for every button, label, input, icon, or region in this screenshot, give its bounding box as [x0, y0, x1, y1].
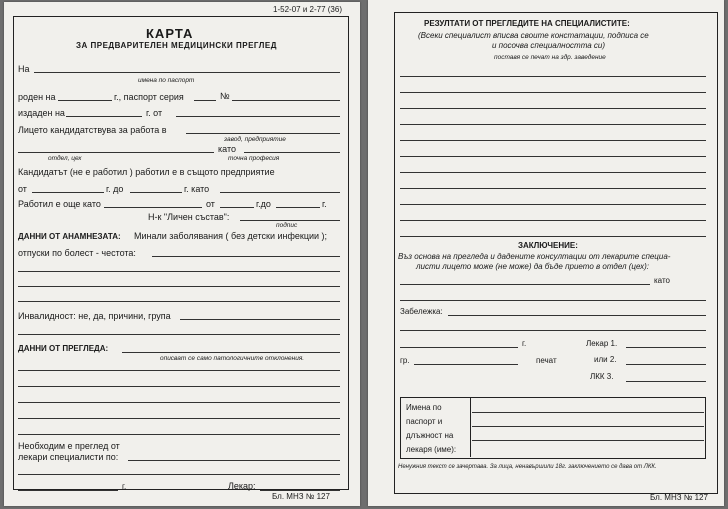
department-hint: отдел, цех — [48, 155, 82, 162]
birth-date-line[interactable] — [58, 100, 112, 101]
results-line-8[interactable] — [400, 188, 706, 189]
issued-date-line[interactable] — [66, 116, 142, 117]
doctor-1-line[interactable] — [626, 347, 706, 348]
position-line[interactable] — [220, 192, 340, 193]
anamnesis-heading: ДАННИ ОТ АНАМНЕЗАТА: — [18, 232, 121, 241]
exam-line-4[interactable] — [18, 418, 340, 419]
passport-series-line[interactable] — [194, 100, 216, 101]
names-line-2[interactable] — [472, 426, 704, 427]
doctor-2-line[interactable] — [626, 364, 706, 365]
to-date-label: г. до — [106, 184, 124, 194]
footer-year-label: г. — [122, 482, 127, 491]
signature-hint: подпис — [276, 222, 298, 229]
results-line-4[interactable] — [400, 124, 706, 125]
names-line-1[interactable] — [472, 412, 704, 413]
lkk-3-label: ЛКК 3. — [590, 372, 614, 381]
results-heading: РЕЗУЛТАТИ ОТ ПРЕГЛЕДИТЕ НА СПЕЦИАЛИСТИТЕ: — [424, 19, 630, 28]
lkk-3-line[interactable] — [626, 381, 706, 382]
note-line-1[interactable] — [448, 315, 706, 316]
also-from-label: от — [206, 199, 215, 209]
form-number: Бл. МНЗ № 127 — [272, 492, 330, 501]
results-line-3[interactable] — [400, 108, 706, 109]
form-code: 1-52-07 и 2-77 (36) — [273, 5, 342, 14]
exam-data-line[interactable] — [122, 352, 340, 353]
names-label-3: длъжност на — [406, 431, 454, 440]
results-line-10[interactable] — [400, 220, 706, 221]
results-line-11[interactable] — [400, 236, 706, 237]
passport-no-line[interactable] — [232, 100, 340, 101]
names-label-1: Имена по — [406, 403, 442, 412]
personnel-signature-line[interactable] — [240, 220, 340, 221]
results-line-6[interactable] — [400, 156, 706, 157]
conclusion-heading: ЗАКЛЮЧЕНИЕ: — [518, 241, 578, 250]
candidate-label: Лицето кандидатствува за работа в — [18, 125, 167, 135]
doctor-label: Лекар: — [228, 481, 256, 491]
specialists-label: лекари специалисти по: — [18, 452, 119, 462]
position-line[interactable] — [400, 300, 706, 301]
personnel-label: Н-к "Личен състав": — [148, 212, 230, 222]
need-exam-label: Необходим е преглед от — [18, 441, 120, 451]
workplace-line[interactable] — [186, 133, 340, 134]
name-hint: имена по паспорт — [138, 77, 195, 84]
specialists-line-2[interactable] — [18, 474, 340, 475]
issued-label: издаден на — [18, 108, 65, 118]
worked-also-label: Работил е още като — [18, 199, 101, 209]
issued-by-label: г. от — [146, 108, 163, 118]
profession-line[interactable] — [244, 152, 340, 153]
names-line-3[interactable] — [472, 440, 704, 441]
name-line[interactable] — [34, 72, 340, 73]
city-label: гр. — [400, 356, 410, 365]
born-label: роден на — [18, 92, 56, 102]
note-label: Забележка: — [400, 307, 443, 316]
department-line[interactable] — [18, 152, 214, 153]
disability-line-2[interactable] — [18, 334, 340, 335]
worked-same-label: Кандидатът (не е работил ) работил е в същото предприятие — [18, 167, 275, 177]
results-line-2[interactable] — [400, 92, 706, 93]
issued-by-line[interactable] — [176, 116, 340, 117]
also-position-line[interactable] — [104, 207, 202, 208]
exam-line-1[interactable] — [18, 370, 340, 371]
conclusion-text-2: листи лицето може (не може) да бъде прието в отдел (цех): — [416, 262, 649, 271]
stamp-label: печат — [536, 356, 557, 365]
exam-line-3[interactable] — [18, 402, 340, 403]
anamnesis-line-1[interactable] — [18, 271, 340, 272]
doctor-signature-line[interactable] — [260, 490, 340, 491]
date-line[interactable] — [400, 347, 518, 348]
year-end-label: г. — [322, 199, 327, 209]
note-line-2[interactable] — [400, 330, 706, 331]
city-line[interactable] — [414, 364, 518, 365]
diseases-label: Минали заболявания ( без детски инфекции ); — [134, 231, 328, 241]
passport-series-label: г., паспорт серия — [114, 92, 184, 102]
pathology-hint: описват се само патологичните отклонения. — [160, 355, 305, 362]
instructions-line-2: и посочва специалността си) — [492, 41, 606, 50]
to-label: На — [18, 64, 30, 74]
sick-leave-label: отпуски по болест - честота: — [18, 248, 136, 258]
profession-hint: точна професия — [228, 155, 280, 162]
from-date-line[interactable] — [32, 192, 104, 193]
form-front-page — [4, 2, 360, 506]
names-label-2: паспорт и — [406, 417, 443, 426]
results-line-5[interactable] — [400, 140, 706, 141]
conclusion-text-1: Въз основа на прегледа и дадените консултации от лекарите специа- — [398, 252, 671, 261]
disability-label: Инвалидност: не, да, причини, група — [18, 311, 171, 321]
also-from-line[interactable] — [220, 207, 254, 208]
also-to-label: г.до — [256, 199, 271, 209]
doctor-1-label: Лекар 1. — [586, 339, 618, 348]
form-subtitle: ЗА ПРЕДВАРИТЕЛЕН МЕДИЦИНСКИ ПРЕГЛЕД — [76, 41, 277, 50]
doctor-names-divider — [470, 397, 471, 457]
results-line-7[interactable] — [400, 172, 706, 173]
exam-line-2[interactable] — [18, 386, 340, 387]
form-number-back: Бл. МНЗ № 127 — [650, 493, 708, 502]
as-label: като — [654, 276, 670, 285]
results-line-9[interactable] — [400, 204, 706, 205]
as-position-label: г. като — [184, 184, 210, 194]
form-back-page — [368, 0, 724, 506]
anamnesis-line-2[interactable] — [18, 286, 340, 287]
disability-line[interactable] — [180, 319, 340, 320]
footnote: Ненужния текст се зачертава. За лица, ненавършили 18г. заключението се дава от ЛКК. — [398, 464, 657, 470]
stamp-hint: поставя се печат на здр. заведение — [494, 54, 606, 61]
sick-leave-line[interactable] — [152, 256, 340, 257]
doctor-2-label: или 2. — [594, 355, 617, 364]
also-to-line[interactable] — [276, 207, 320, 208]
as-label: като — [218, 144, 236, 154]
plant-hint: завод, предприятие — [224, 136, 286, 143]
department-line[interactable] — [400, 284, 650, 285]
results-line-1[interactable] — [400, 76, 706, 77]
to-date-line[interactable] — [130, 192, 182, 193]
anamnesis-line-3[interactable] — [18, 301, 340, 302]
names-label-4: лекаря (име): — [406, 445, 457, 454]
form-title: КАРТА — [146, 26, 194, 41]
exam-data-heading: ДАННИ ОТ ПРЕГЛЕДА: — [18, 344, 109, 353]
instructions-line-1: (Всеки специалист вписва своите констатации, подписа се — [418, 31, 649, 40]
year-label: г. — [522, 339, 527, 348]
from-label: от — [18, 184, 27, 194]
specialists-line[interactable] — [128, 460, 340, 461]
passport-no-label: № — [220, 91, 230, 101]
exam-line-5[interactable] — [18, 434, 340, 435]
footer-date-line[interactable] — [18, 490, 118, 491]
